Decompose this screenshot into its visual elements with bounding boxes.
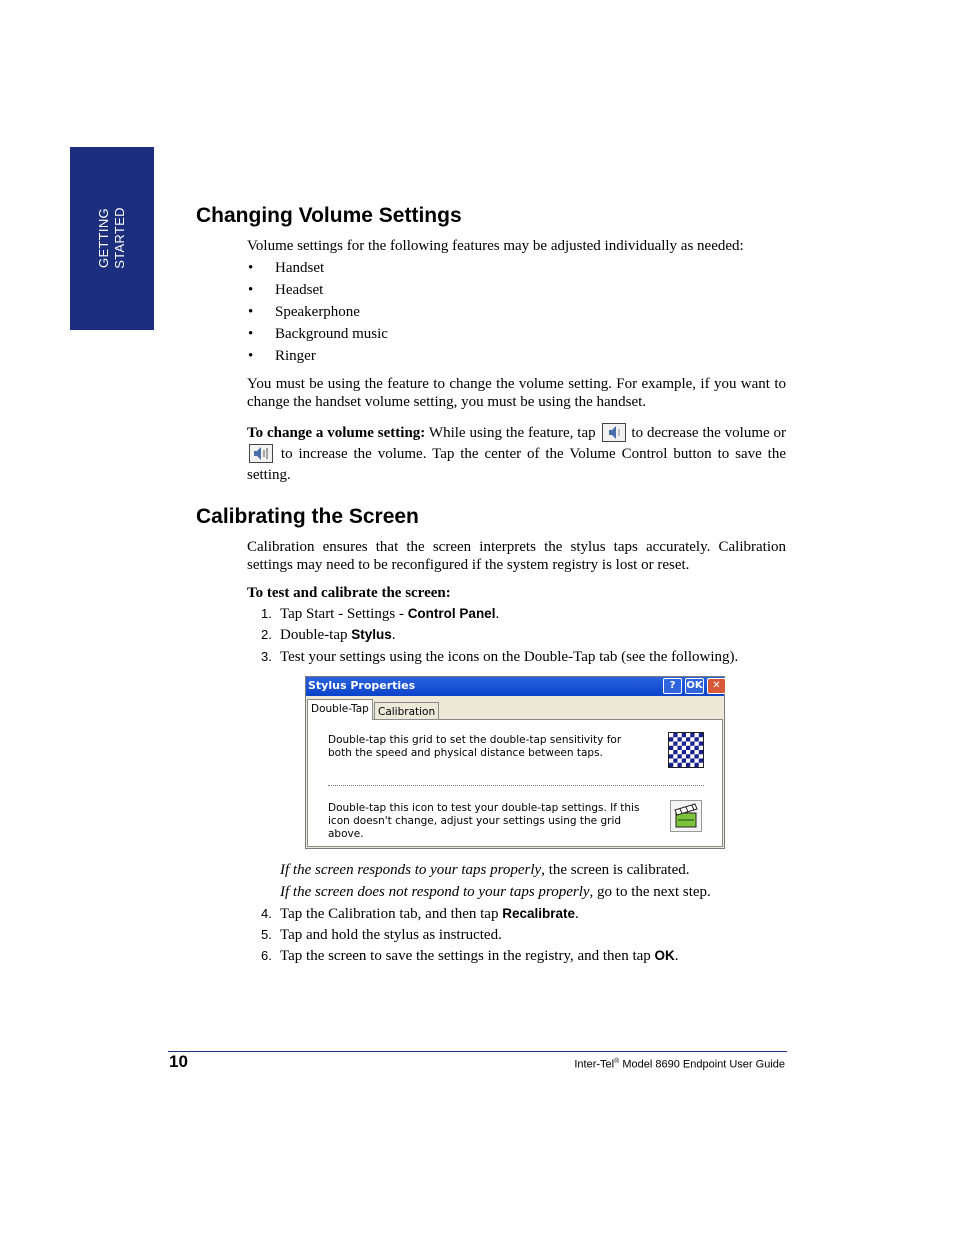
heading-volume: Changing Volume Settings: [196, 204, 462, 227]
tab-calibration[interactable]: Calibration: [374, 702, 439, 720]
dialog-titlebar: [306, 677, 724, 696]
clapperboard-icon[interactable]: [670, 800, 702, 832]
test-instructions: Double-tap this icon to test your double-tap settings. If this icon doesn't change, adjust your settings using the grid above.: [328, 802, 640, 840]
help-button[interactable]: ?: [663, 678, 682, 694]
grid-instructions: Double-tap this grid to set the double-tap sensitivity for both the speed and physical distance between taps.: [328, 734, 622, 759]
stylus-properties-dialog: [305, 676, 725, 849]
double-tap-grid[interactable]: [668, 732, 704, 768]
ok-button[interactable]: OK: [685, 678, 704, 694]
divider: [328, 785, 704, 786]
side-section-label: GETTING STARTED: [96, 207, 127, 269]
tab-double-tap[interactable]: Double-Tap: [307, 699, 373, 720]
result-calibrated: If the screen responds to your taps properly, the screen is calibrated.: [280, 862, 690, 878]
result-not-calibrated: If the screen does not respond to your taps properly, go to the next step.: [280, 884, 711, 900]
close-button[interactable]: ✕: [707, 678, 726, 694]
heading-calibrating: Calibrating the Screen: [196, 505, 419, 528]
volume-instruction: To change a volume setting: While using the feature, tap to decrease the volume or to increase the volume. Tap the center of the Volume Control button to save the setting.: [247, 425, 787, 483]
dialog-title: Stylus Properties: [308, 679, 416, 692]
volume-paragraph: You must be using the feature to change the volume setting. For example, if you want to change the handset volume setting, you must be using the handset.: [247, 376, 786, 410]
footer-guide-title: Inter-Tel® Model 8690 Endpoint User Guide: [574, 1058, 785, 1071]
footer-divider: [168, 1051, 787, 1052]
volume-up-icon: [249, 444, 273, 463]
volume-intro: Volume settings for the following features may be adjusted individually as needed:: [247, 238, 744, 254]
procedure-title: To test and calibrate the screen:: [247, 585, 451, 601]
volume-down-icon: [602, 423, 626, 442]
calibration-intro: Calibration ensures that the screen interprets the stylus taps accurately. Calibration settings may need to be reconfigured if the system registry is lost or reset.: [247, 539, 786, 573]
page-number: 10: [169, 1052, 188, 1071]
tab-panel: [307, 719, 723, 847]
